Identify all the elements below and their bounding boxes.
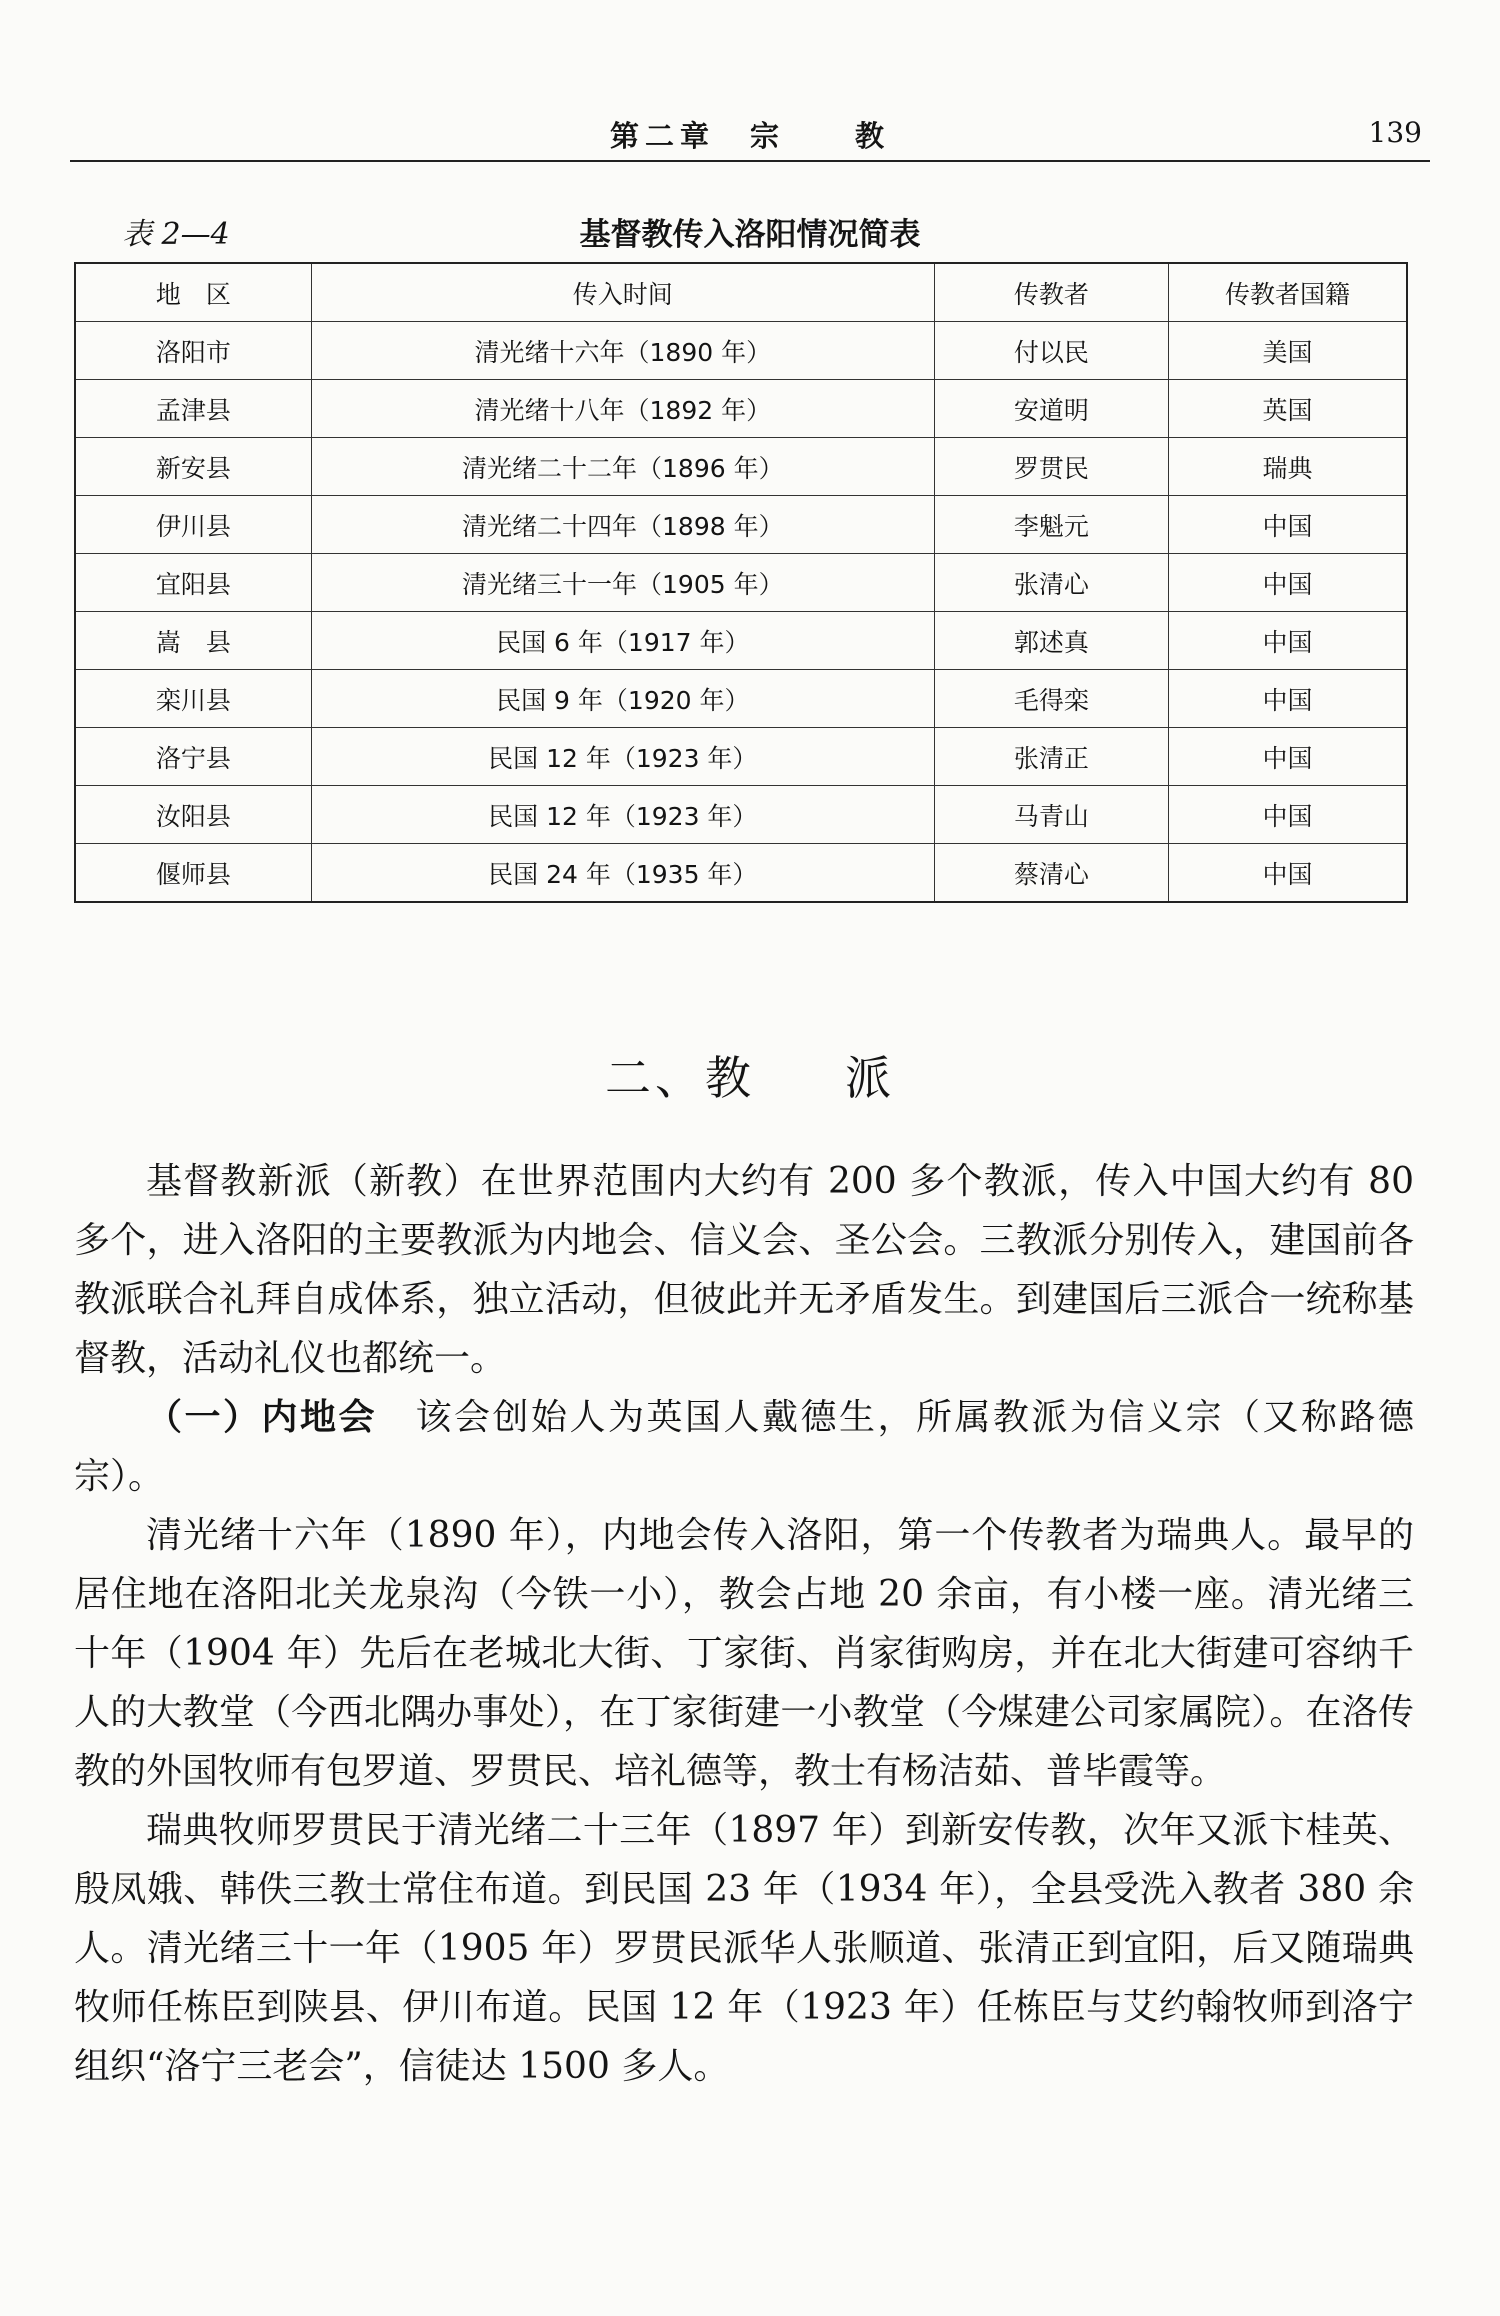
column-header-region: 地 区: [75, 263, 311, 322]
cell-region: 宜阳县: [75, 554, 311, 612]
table-row: [75, 612, 1407, 670]
cell-time: 民国 9 年（1920 年）: [311, 670, 934, 728]
table-row: [75, 844, 1407, 903]
section-name: 派: [845, 1051, 895, 1105]
paragraph-subsection: [74, 1388, 1414, 1506]
cell-nationality: 中国: [1169, 496, 1407, 554]
page-header: [70, 108, 1430, 162]
subsection-text: 该会创始人为英国人戴德生，所属教派为信义宗（又称路德宗）。: [74, 1397, 1414, 1497]
column-header-time: 传入时间: [311, 263, 934, 322]
section-number: 二、教: [605, 1051, 755, 1105]
table-number: 表 2—4: [122, 217, 230, 252]
cell-missionary: 郭述真: [934, 612, 1168, 670]
paragraph: 清光绪十六年（1890 年），内地会传入洛阳，第一个传教者为瑞典人。最早的居住地在洛阳北关龙泉沟（今铁一小），教会占地 20 余亩，有小楼一座。清光绪三十年（1904 年）先后在老城北大街、丁家街、肖家街购房，并在北大街建可容纳千人的大教堂（今西北隅办事处），在丁家街建一小教堂（今煤建公司家属院）。在洛传教的外国牧师有包罗道、罗贯民、培礼德等，教士有杨洁茹、普毕霞等。: [74, 1515, 1414, 1792]
cell-region: 洛阳市: [75, 322, 311, 380]
table-title: 基督教传入洛阳情况简表: [579, 217, 921, 253]
column-header-nationality: 传教者国籍: [1169, 263, 1407, 322]
cell-time: 民国 12 年（1923 年）: [311, 728, 934, 786]
cell-time: 清光绪三十一年（1905 年）: [311, 554, 934, 612]
cell-missionary: 张清心: [934, 554, 1168, 612]
table-row: [75, 380, 1407, 438]
cell-nationality: 中国: [1169, 612, 1407, 670]
cell-nationality: 瑞典: [1169, 438, 1407, 496]
cell-region: 汝阳县: [75, 786, 311, 844]
cell-missionary: 蔡清心: [934, 844, 1168, 903]
page-number: 139: [1368, 116, 1422, 149]
table-row: [75, 554, 1407, 612]
cell-region: 偃师县: [75, 844, 311, 903]
body-text: [74, 1152, 1414, 2096]
cell-nationality: 中国: [1169, 728, 1407, 786]
chapter-title: 第二章 宗 教: [609, 119, 890, 153]
paragraph: 基督教新派（新教）在世界范围内大约有 200 多个教派，传入中国大约有 80 多个，进入洛阳的主要教派为内地会、信义会、圣公会。三教派分别传入，建国前各教派联合礼拜自成体系，独立活动，但彼此并无矛盾发生。到建国后三派合一统称基督教，活动礼仪也都统一。: [74, 1161, 1414, 1379]
cell-nationality: 英国: [1169, 380, 1407, 438]
christianity-spread-table: [74, 262, 1408, 903]
cell-time: 清光绪十八年（1892 年）: [311, 380, 934, 438]
cell-missionary: 张清正: [934, 728, 1168, 786]
cell-time: 清光绪十六年（1890 年）: [311, 322, 934, 380]
cell-region: 洛宁县: [75, 728, 311, 786]
cell-nationality: 中国: [1169, 844, 1407, 903]
cell-region: 新安县: [75, 438, 311, 496]
paragraph: 瑞典牧师罗贯民于清光绪二十三年（1897 年）到新安传教，次年又派卞桂英、殷凤娥、韩佚三教士常住布道。到民国 23 年（1934 年），全县受洗入教者 380 余人。清光绪三十一年（1905 年）罗贯民派华人张顺道、张清正到宜阳，后又随瑞典牧师任栋臣到陕县、伊川布道。民国 12 年（1923 年）任栋臣与艾约翰牧师到洛宁组织“洛宁三老会”，信徒达 1500 多人。: [74, 1810, 1414, 2087]
cell-time: 清光绪二十四年（1898 年）: [311, 496, 934, 554]
cell-missionary: 安道明: [934, 380, 1168, 438]
table-row: [75, 438, 1407, 496]
cell-time: 民国 24 年（1935 年）: [311, 844, 934, 903]
cell-missionary: 罗贯民: [934, 438, 1168, 496]
cell-time: 民国 12 年（1923 年）: [311, 786, 934, 844]
table-row: [75, 322, 1407, 380]
cell-missionary: 李魁元: [934, 496, 1168, 554]
cell-time: 民国 6 年（1917 年）: [311, 612, 934, 670]
cell-nationality: 美国: [1169, 322, 1407, 380]
subsection-heading: （一）内地会: [146, 1397, 377, 1438]
cell-missionary: 马青山: [934, 786, 1168, 844]
cell-time: 清光绪二十二年（1896 年）: [311, 438, 934, 496]
table-caption: [70, 205, 1430, 251]
cell-nationality: 中国: [1169, 786, 1407, 844]
section-heading: [0, 1042, 1500, 1108]
table-row: [75, 728, 1407, 786]
cell-region: 伊川县: [75, 496, 311, 554]
cell-region: 嵩 县: [75, 612, 311, 670]
cell-missionary: 毛得栾: [934, 670, 1168, 728]
cell-region: 孟津县: [75, 380, 311, 438]
column-header-missionary: 传教者: [934, 263, 1168, 322]
table-row: [75, 670, 1407, 728]
table-row: [75, 786, 1407, 844]
cell-region: 栾川县: [75, 670, 311, 728]
table-row: [75, 496, 1407, 554]
cell-nationality: 中国: [1169, 554, 1407, 612]
cell-nationality: 中国: [1169, 670, 1407, 728]
table-header-row: [75, 263, 1407, 322]
cell-missionary: 付以民: [934, 322, 1168, 380]
